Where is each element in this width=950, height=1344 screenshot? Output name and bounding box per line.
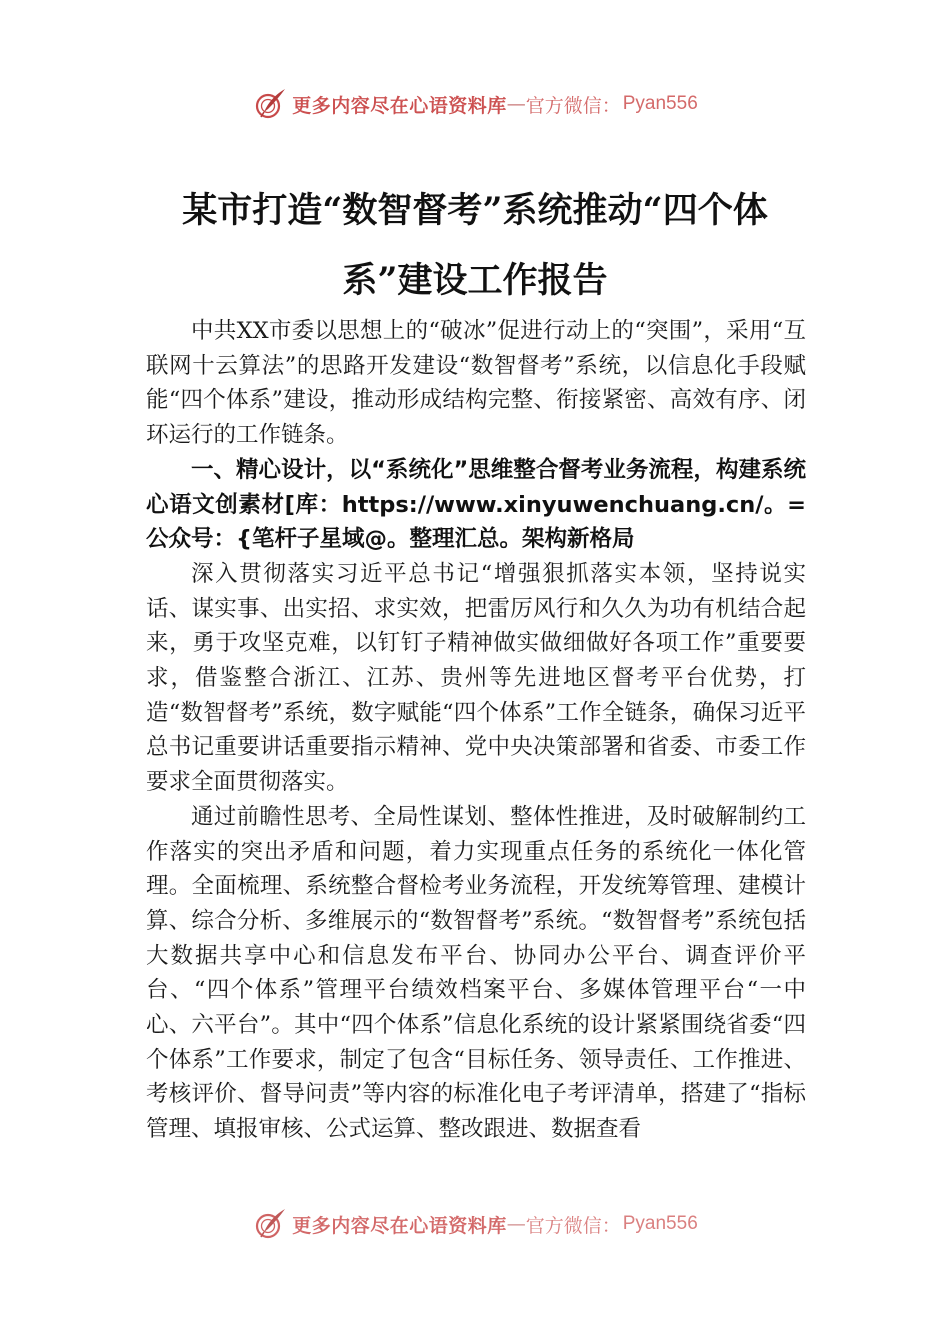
quill-pen-logo-icon	[252, 1206, 288, 1242]
paragraph-2: 深入贯彻落实习近平总书记“增强狠抓落实本领，坚持说实话、谋实事、出实招、求实效，把雷厉风行和久久为功有机结合起来，勇于攻坚克难，以钉钉子精神做实做细做好各项工作”重要要求，借鉴整合浙江、江苏、贵州等先进地区督考平台优势，打造“数智督考”系统，数字赋能“四个体系”工作全链条，确保习近平总书记重要讲话重要指示精神、党中央决策部署和省委、市委工作要求全面贯彻落实。	[146, 560, 806, 796]
watermark-footer	[0, 1204, 950, 1244]
watermark-wechat-label: 官方微信：	[525, 1214, 621, 1237]
watermark-separator: —	[506, 93, 526, 115]
watermark-brand: 更多内容尽在心语资料库	[292, 94, 507, 117]
paragraph-intro: 中共XX市委以思想上的“破冰”促进行动上的“突围”，采用“互联网十云算法”的思路开发建设“数智督考”系统，以信息化手段赋能“四个体系”建设，推动形成结构完整、衔接紧密、高效有序、闭环运行的工作链条。	[146, 318, 806, 449]
watermark-wechat-id: Pyan556	[622, 93, 698, 114]
watermark-brand: 更多内容尽在心语资料库	[292, 1214, 507, 1237]
paragraph-3: 通过前瞻性思考、全局性谋划、整体性推进，及时破解制约工作落实的突出矛盾和问题，着力实现重点任务的系统化一体化管理。全面梳理、系统整合督检考业务流程，开发统筹管理、建模计算、综合分析、多维展示的“数智督考”系统。“数智督考”系统包括大数据共享中心和信息发布平台、协同办公平台、调查评价平台、“四个体系”管理平台绩效档案平台、多媒体管理平台“一中心、六平台”。其中“四个体系”信息化系统的设计紧紧围绕省委“四个体系”工作要求，制定了包含“目标任务、领导责任、工作推进、考核评价、督导问责”等内容的标准化电子考评清单，搭建了“指标管理、填报审核、公式运算、整改跟进、数据查看	[146, 803, 806, 1143]
quill-pen-logo-icon	[252, 86, 288, 122]
watermark-wechat-label: 官方微信：	[525, 94, 621, 117]
section-heading-1: 一、精心设计，以“系统化”思维整合督考业务流程，构建系统心语文创素材[库：https://www.xinyuwenchuang.cn/。=公众号：{笔杆子星域@。整理汇总。架构新格局	[146, 456, 806, 553]
document-title: 某市打造“数智督考”系统推动“四个体系”建设工作报告	[182, 190, 768, 301]
watermark-separator: —	[506, 1213, 526, 1235]
watermark-wechat-id: Pyan556	[622, 1213, 698, 1234]
watermark-header	[0, 84, 950, 124]
document-body	[146, 314, 806, 1147]
